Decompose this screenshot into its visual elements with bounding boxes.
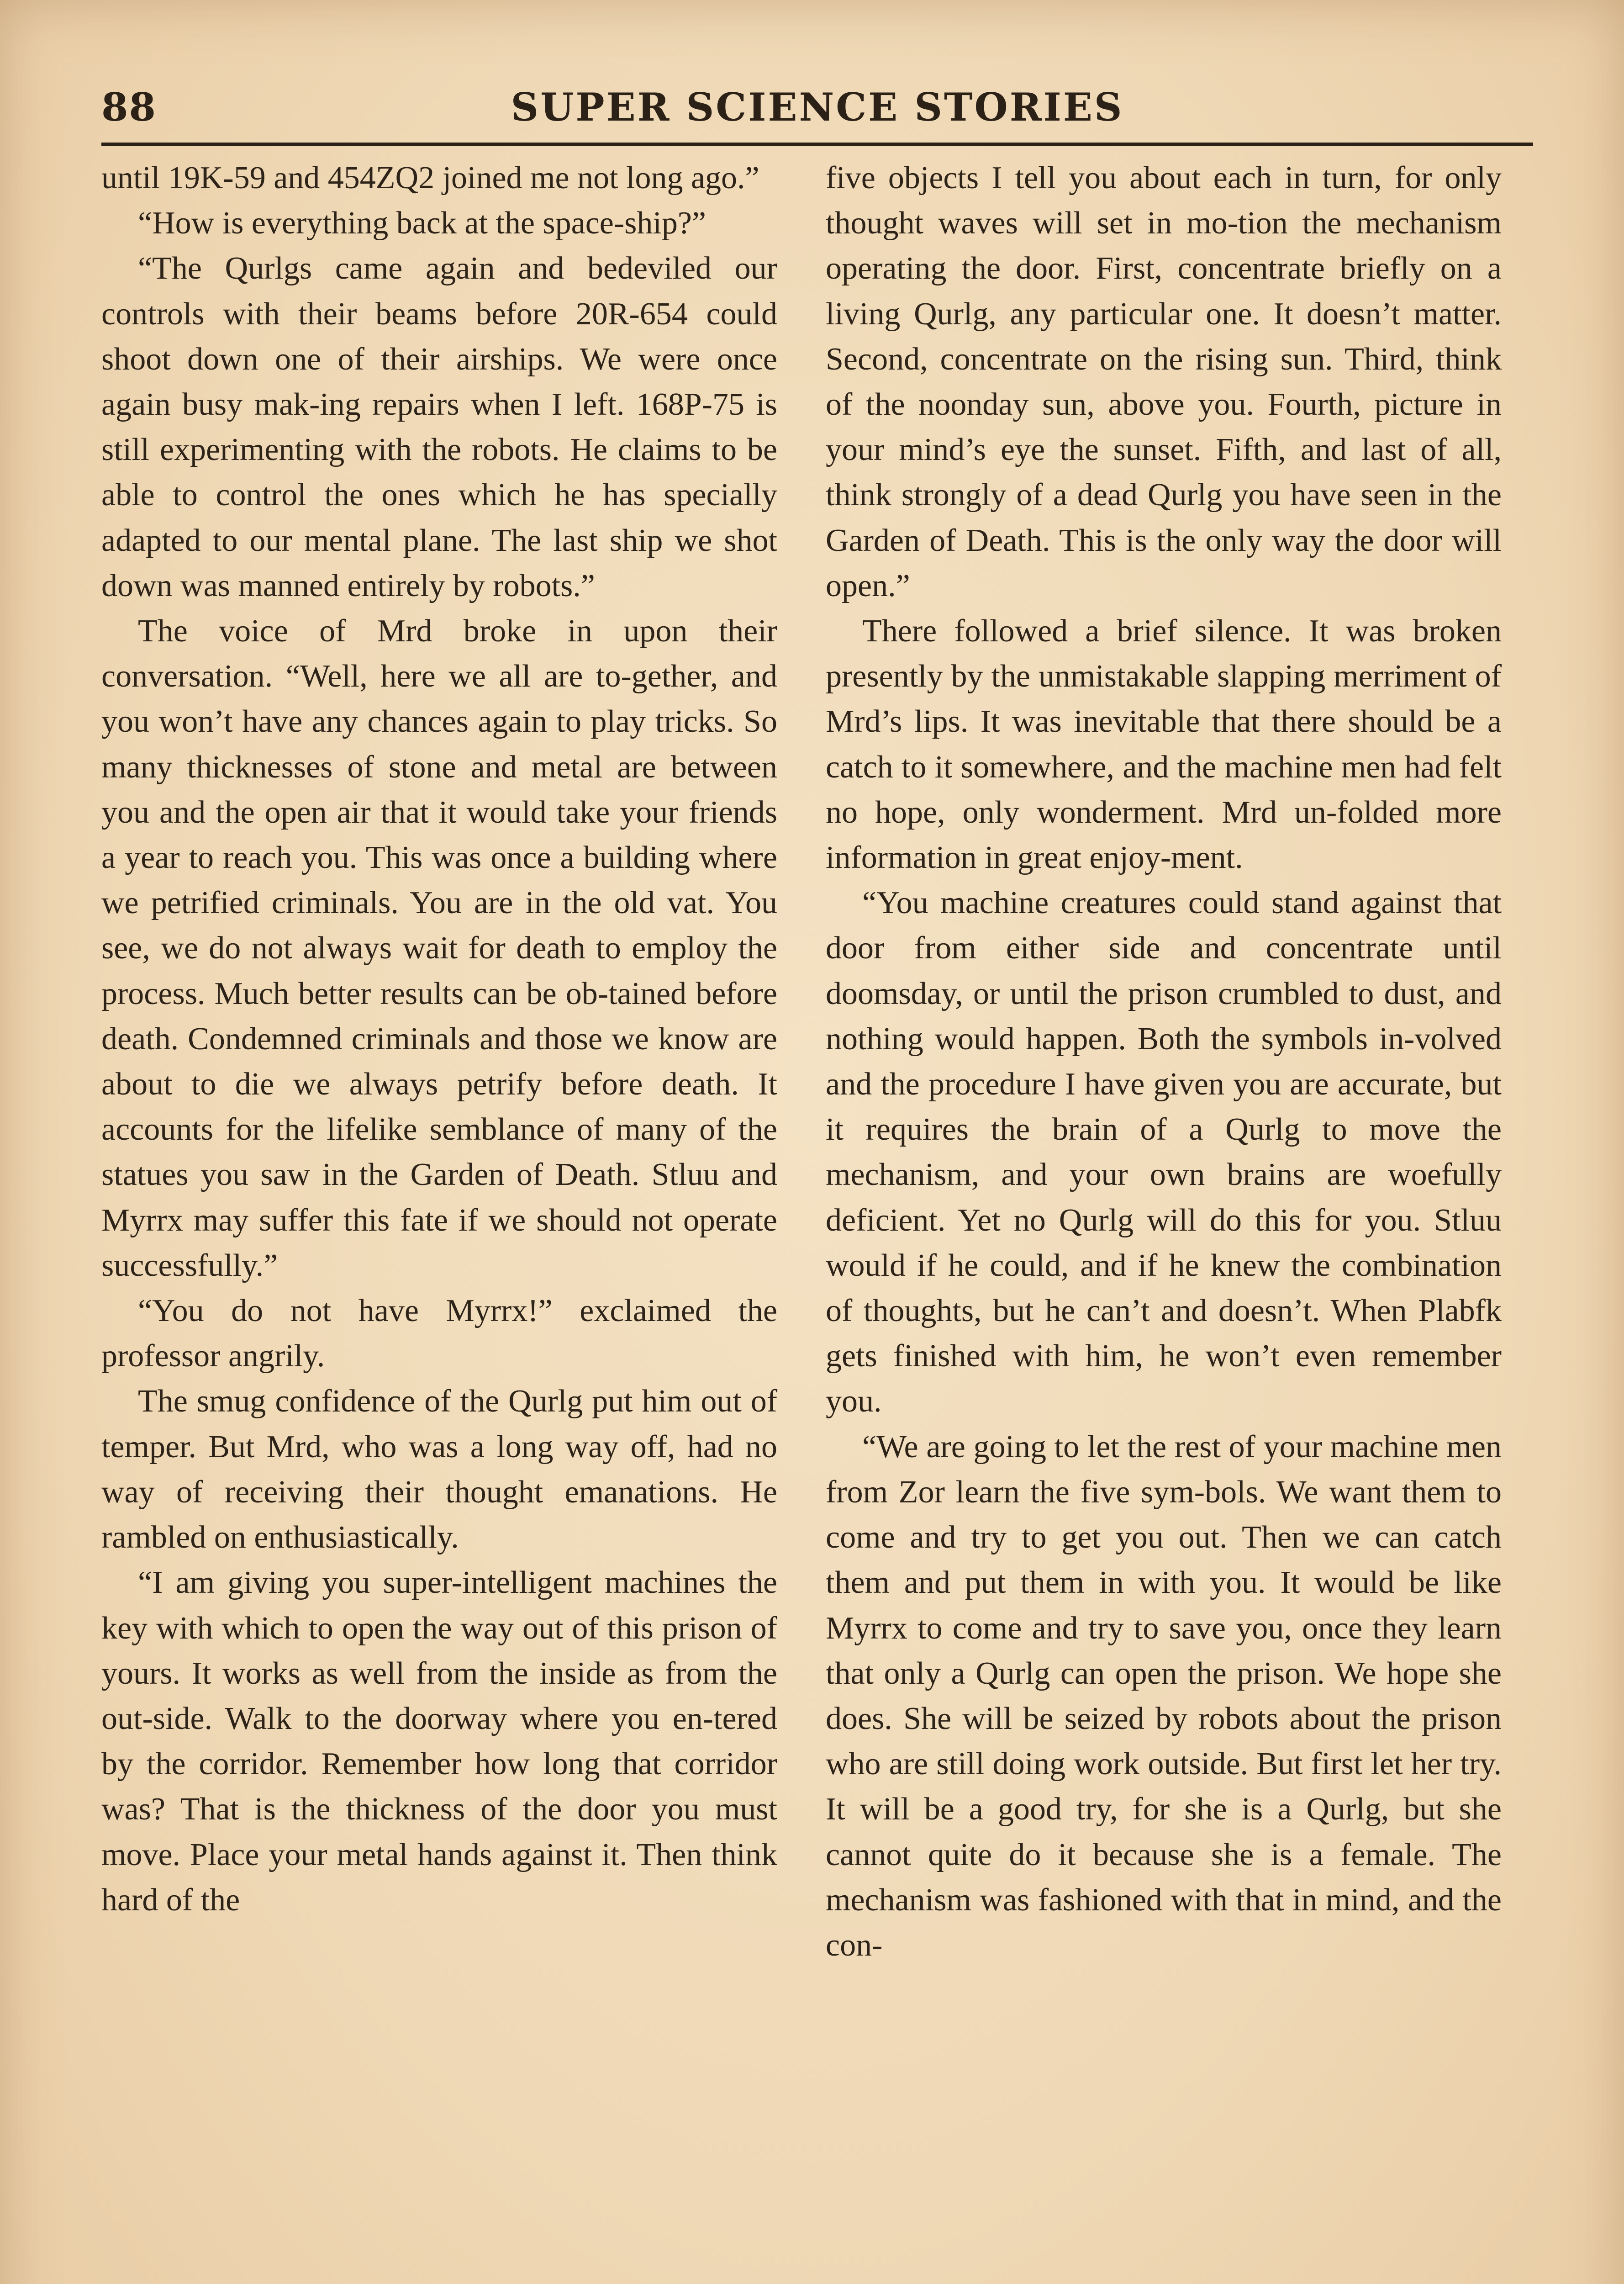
paragraph: “How is everything back at the space-ship?” <box>138 206 706 241</box>
paragraph: “We are going to let the rest of your machine men from Zor learn the five sym-bols. We want them to come and try to get you out. Then we can catch them and put them in with you. It would be like Myrrx to come and try to save you, once they learn that only a Qurlg can open the prison. We hope she does. She will be seized by robots about the prison who are still doing work outside. But first let her try. It will be a good try, for she is a Qurlg, but she cannot quite do it because she is a female. The mechanism was fashioned with that in mind, and the con- <box>826 1429 1502 1963</box>
paragraph: “You do not have Myrrx!” exclaimed the professor angrily. <box>101 1293 777 1374</box>
paragraph: “I am giving you super-intelligent machines the key with which to open the way out of this prison of yours. It works as well from the inside as from the out-side. Walk to the doorway where you en-tered by the corridor. Remember how long that corridor was? That is the thickness of the door you must move. Place your metal hands against it. Then think hard of the <box>101 1565 777 1918</box>
running-head: SUPER SCIENCE STORIES <box>511 85 1124 130</box>
paragraph: There followed a brief silence. It was broken presently by the unmistakable slapping merriment of Mrd’s lips. It was inevitable that there should be a catch to it somewhere, and the machine men had felt no hope, only wonderment. Mrd un-folded more information in great enjoy-ment. <box>826 613 1502 876</box>
header-rule <box>101 143 1533 146</box>
paragraph: until 19K-59 and 454ZQ2 joined me not long ago.” <box>101 160 759 196</box>
paragraph: “You machine creatures could stand against that door from either side and concentrate until doomsday, or until the prison crumbled to dust, and nothing would happen. Both the symbols in-volved and the procedure I have given you are accurate, but it requires the brain of a Qurlg to move the mechanism, and your own brains are woefully deficient. Yet no Qurlg will do this for you. Stluu would if he could, and if he knew the combination of thoughts, but he can’t and doesn’t. When Plabfk gets finished with him, he won’t even remember you. <box>826 885 1502 1419</box>
page-number: 88 <box>101 85 157 130</box>
right-column <box>826 155 1502 2284</box>
paragraph: “The Qurlgs came again and bedeviled our controls with their beams before 20R-654 could shoot down one of their airships. We were once again busy mak-ing repairs when I left. 168P-75 is still experimenting with the robots. He claims to be able to control the ones which he has specially adapted to our mental plane. The last ship we shot down was manned entirely by robots.” <box>101 251 777 603</box>
paragraph: The smug confidence of the Qurlg put him out of temper. But Mrd, who was a long way off, had no way of receiving their thought emanations. He rambled on enthusiastically. <box>101 1384 777 1555</box>
page-header <box>101 80 1533 146</box>
left-column <box>101 155 777 2284</box>
paragraph: five objects I tell you about each in turn, for only thought waves will set in mo-tion the mechanism operating the door. First, concentrate briefly on a living Qurlg, any particular one. It doesn’t matter. Second, concentrate on the rising sun. Third, think of the noonday sun, above you. Fourth, picture in your mind’s eye the sunset. Fifth, and last of all, think strongly of a dead Qurlg you have seen in the Garden of Death. This is the only way the door will open.” <box>826 160 1502 603</box>
paragraph: The voice of Mrd broke in upon their conversation. “Well, here we all are to-gether, and you won’t have any chances again to play tricks. So many thicknesses of stone and metal are between you and the open air that it would take your friends a year to reach you. This was once a building where we petrified criminals. You are in the old vat. You see, we do not always wait for death to employ the process. Much better results can be ob-tained before death. Condemned criminals and those we know are about to die we always petrify before death. It accounts for the lifelike semblance of many of the statues you saw in the Garden of Death. Stluu and Myrrx may suffer this fate if we should not operate successfully.” <box>101 613 777 1283</box>
